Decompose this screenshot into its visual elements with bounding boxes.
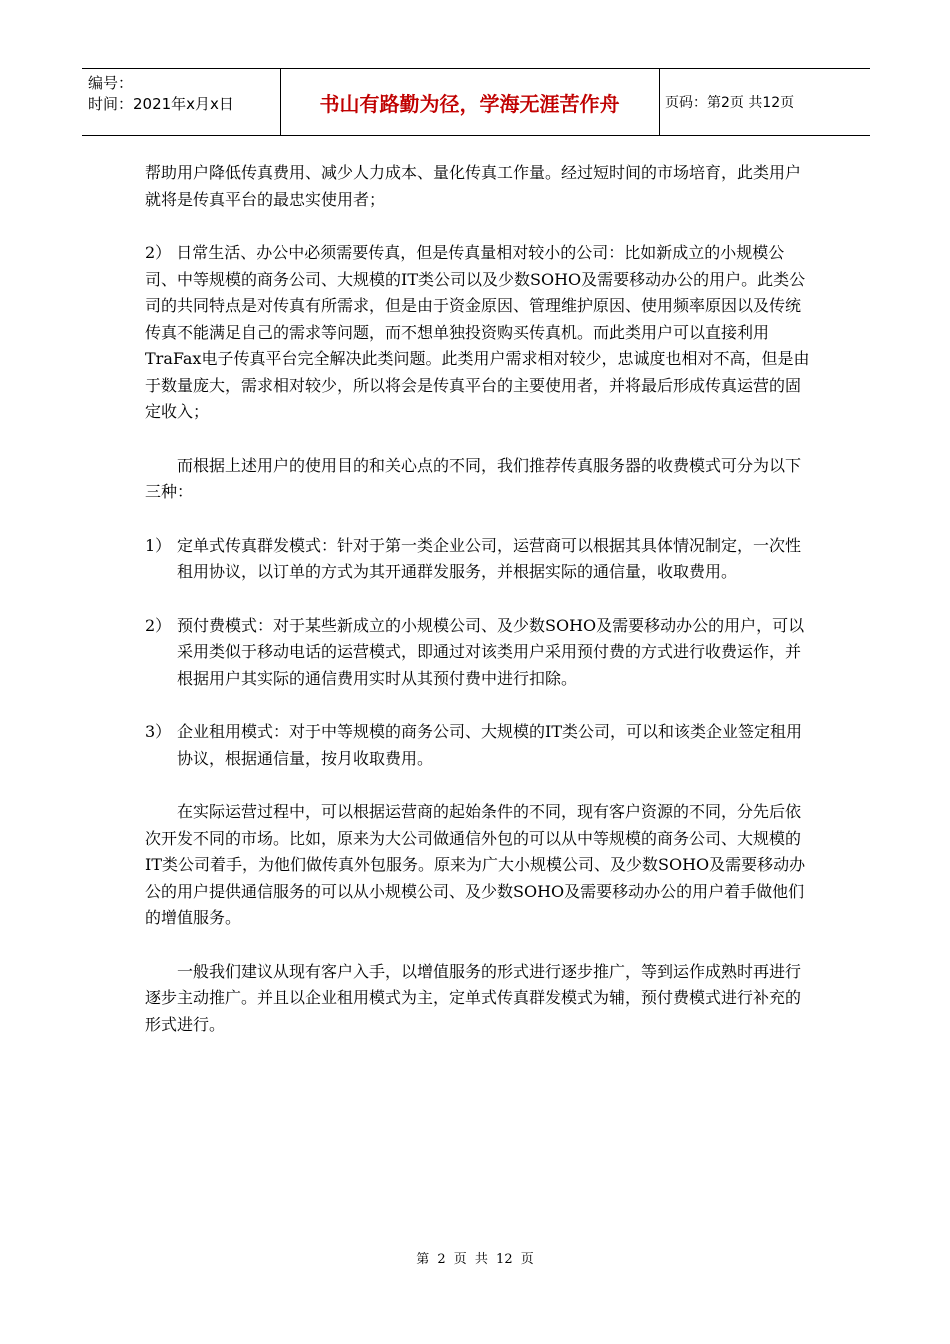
header-page-info: 页码：第2页 共12页 — [665, 95, 795, 111]
document-date-label: 时间：2021年x月x日 — [88, 95, 234, 113]
list-item-text: 定单式传真群发模式：针对于第一类企业公司，运营商可以根据其具体情况制定，一次性租用协议，以订单的方式为其开通群发服务，并根据实际的通信量，收取费用。 — [177, 535, 802, 581]
header-divider — [659, 69, 660, 135]
paragraph: 2） 日常生活、办公中必须需要传真，但是传真量相对较小的公司：比如新成立的小规模公司、中等规模的商务公司、大规模的IT类公司以及少数SOHO及需要移动办公的用户。此类公司的共同特点是对传真有所需求，但是由于资金原因、管理维护原因、使用频率原因以及传统传真不能满足自己的需求等问题，而不想单独投资购买传真机。而此类用户可以直接利用TraFax电子传真平台完全解决此类问题。此类用户需求相对较少，忠诚度也相对不高，但是由于数量庞大，需求相对较少，所以将会是传真平台的主要使用者，并将最后形成传真运营的固定收入； — [145, 243, 810, 421]
paragraph: 一般我们建议从现有客户入手，以增值服务的形式进行逐步推广，等到运作成熟时再进行逐步主动推广。并且以企业租用模式为主，定单式传真群发模式为辅，预付费模式进行补充的形式进行。 — [145, 961, 802, 1034]
document-body — [145, 160, 813, 1038]
paragraph: 而根据上述用户的使用目的和关心点的不同，我们推荐传真服务器的收费模式可分为以下三种： — [145, 455, 802, 501]
list-item — [145, 719, 813, 772]
list-item — [145, 533, 813, 586]
list-item-number: 2） — [145, 615, 172, 635]
header-motto: 书山有路勤为径，学海无涯苦作舟 — [319, 91, 620, 116]
header-divider — [280, 69, 281, 135]
list-item-number: 3） — [145, 722, 172, 741]
document-number-label: 编号： — [88, 74, 134, 92]
paragraph: 帮助用户降低传真费用、减少人力成本、量化传真工作量。经过短时间的市场培育，此类用户就将是传真平台的最忠实使用者； — [145, 163, 802, 209]
list-item-text: 预付费模式：对于某些新成立的小规模公司、及少数SOHO及需要移动办公的用户，可以采用类似于移动电话的运营模式，即通过对该类用户采用预付费的方式进行收费运作，并根据用户其实际的通信费用实时从其预付费中进行扣除。 — [177, 615, 805, 688]
page-footer: 第 2 页 共 12 页 — [416, 1252, 534, 1267]
list-item-number: 1） — [145, 535, 172, 555]
paragraph: 在实际运营过程中，可以根据运营商的起始条件的不同，现有客户资源的不同，分先后依次开发不同的市场。比如，原来为大公司做通信外包的可以从中等规模的商务公司、大规模的IT类公司着手，为他们做传真外包服务。原来为广大小规模公司、及少数SOHO及需要移动办公的用户提供通信服务的可以从小规模公司、及少数SOHO及需要移动办公的用户着手做他们的增值服务。 — [145, 802, 806, 927]
header-meta — [88, 73, 278, 115]
list-item — [145, 613, 813, 693]
list-item-text: 企业租用模式：对于中等规模的商务公司、大规模的IT类公司，可以和该类企业签定租用协议，根据通信量，按月收取费用。 — [177, 722, 802, 768]
page-header — [82, 68, 870, 136]
